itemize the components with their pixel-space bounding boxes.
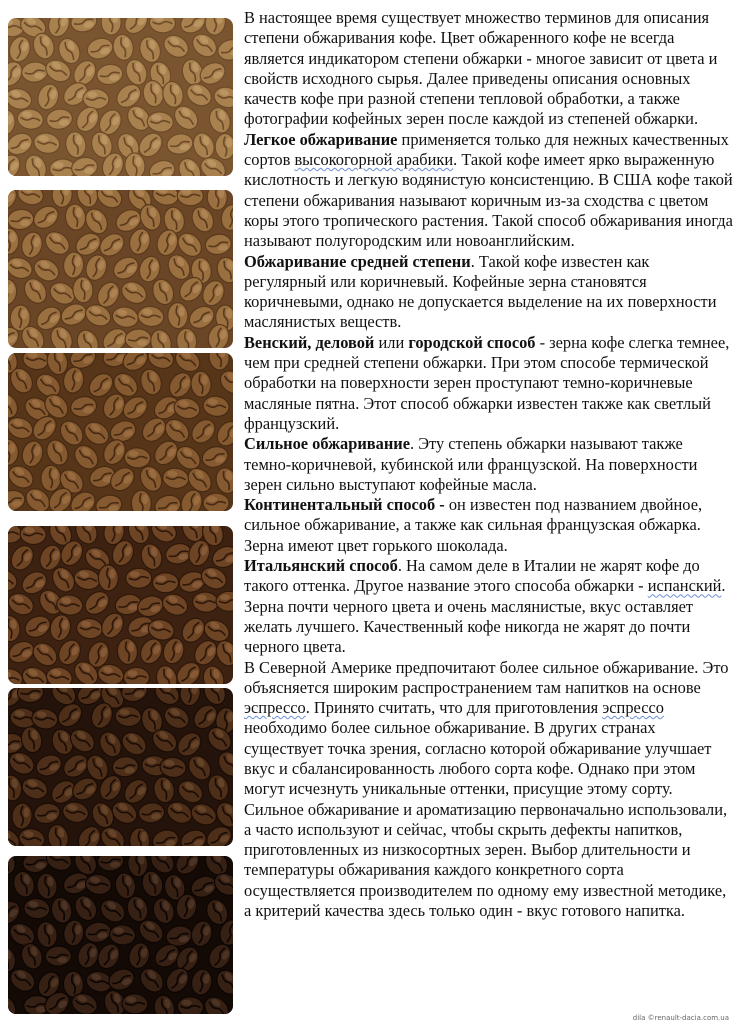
bold-term: Венский, деловой <box>244 332 375 352</box>
text-run: он известен под названием двойное, сильное обжаривание, а также как сильная французская обжарка. Зерна имеют цвет горького шоколада. <box>244 495 703 555</box>
article-paragraph <box>244 434 734 495</box>
article-paragraph <box>244 495 734 556</box>
text-run: или <box>374 332 409 352</box>
article-paragraph <box>244 130 734 252</box>
text-run: . Такой кофе имеет ярко выраженную кислотность и легкую водянистую консистенцию. В США кофе такой степени обжаривания называют коричным из-за сходства с цветом коры этого тропического растения. Такой способ обжаривания иногда называют полугородским или новоанглийским. <box>244 150 733 251</box>
text-run: эспрессо <box>244 698 306 718</box>
watermark-footer: dila ©renault-dacia.com.ua <box>632 1014 729 1022</box>
bold-term: городской способ <box>408 332 536 352</box>
text-run: . Такой кофе известен как регулярный или коричневый. Кофейные зерна становятся коричневыми, однако не допускается выделение на их поверхности маслянистых веществ. <box>244 251 717 332</box>
article-paragraph <box>244 252 734 333</box>
text-run: испанский <box>647 576 722 596</box>
coffee-beans-photo <box>8 856 233 1014</box>
text-run: эспрессо <box>602 698 664 718</box>
article-paragraph <box>244 333 734 434</box>
bold-term: Итальянский способ <box>244 556 398 576</box>
bold-term: Континентальный способ - <box>244 495 445 515</box>
text-run: . На самом деле в Италии не жарят кофе до такого оттенка. Другое название этого способа обжарки - <box>244 556 700 596</box>
text-run: необходимо более сильное обжаривание. В других странах существует точка зрения, согласно которой обжаривание улучшает вкус и сбалансированность любого сорта кофе. Однако при этом могут исчезнуть уникальные оттенки, присущие этому сорту. Сильное обжаривание и ароматизацию первоначально использовали, а часто используют и сейчас, чтобы скрыть дефекты напитков, приготовленных из низкосортных зерен. Выбор длительности и температуры обжаривания каждого конкретного сорта осуществляется производителем по одному ему известной методике, а критерий качества здесь только один - вкус готового напитка. <box>244 718 728 921</box>
text-run: В Северной Америке предпочитают более сильное обжаривание. Это объясняется широким распространением там напитков на основе <box>244 657 729 697</box>
coffee-beans-photo <box>8 526 233 684</box>
article-paragraph <box>244 658 734 922</box>
coffee-beans-photo <box>8 688 233 846</box>
article-paragraph <box>244 8 734 130</box>
text-run: применяется только для нежных качественных сортов <box>244 129 729 170</box>
article-paragraph <box>244 556 734 657</box>
text-run: В настоящее время существует множество терминов для описания степени обжаривания кофе. Цвет обжаренного кофе не всегда является индикатором степени обжарки - многое зависит от цвета и свойств исходного сырья. Далее приведены описания основных качеств кофе при разной степени тепловой обработки, а также фотографии кофейных зерен после каждой из степеней обжарки. <box>244 8 718 129</box>
text-run: высокогорной арабики <box>294 150 454 170</box>
coffee-beans-photo <box>8 190 233 348</box>
text-run: . Эту степень обжарки называют также темно-коричневой, кубинской или французской. На поверхности зерен сильно выступают кофейные масла. <box>244 434 698 494</box>
text-run: . Принято считать, что для приготовления <box>305 698 603 718</box>
bold-term: Сильное обжаривание <box>244 434 410 454</box>
coffee-beans-photo <box>8 18 233 176</box>
text-run: . Зерна почти черного цвета и очень маслянистые, вкус оставляет желать лучшего. Качественный кофе никогда не жарят до почти черного цвета. <box>244 576 726 657</box>
bold-term: Обжаривание средней степени <box>244 251 471 271</box>
text-run: - зерна кофе слегка темнее, чем при средней степени обжарки. При этом способе термической обработки на поверхности зерен проступают темно-коричневые масляные пятна. Этот способ обжарки известен также как светлый французский. <box>244 332 730 433</box>
article-text <box>244 8 734 921</box>
coffee-beans-photo <box>8 353 233 511</box>
bold-term: Легкое обжаривание <box>244 129 398 149</box>
